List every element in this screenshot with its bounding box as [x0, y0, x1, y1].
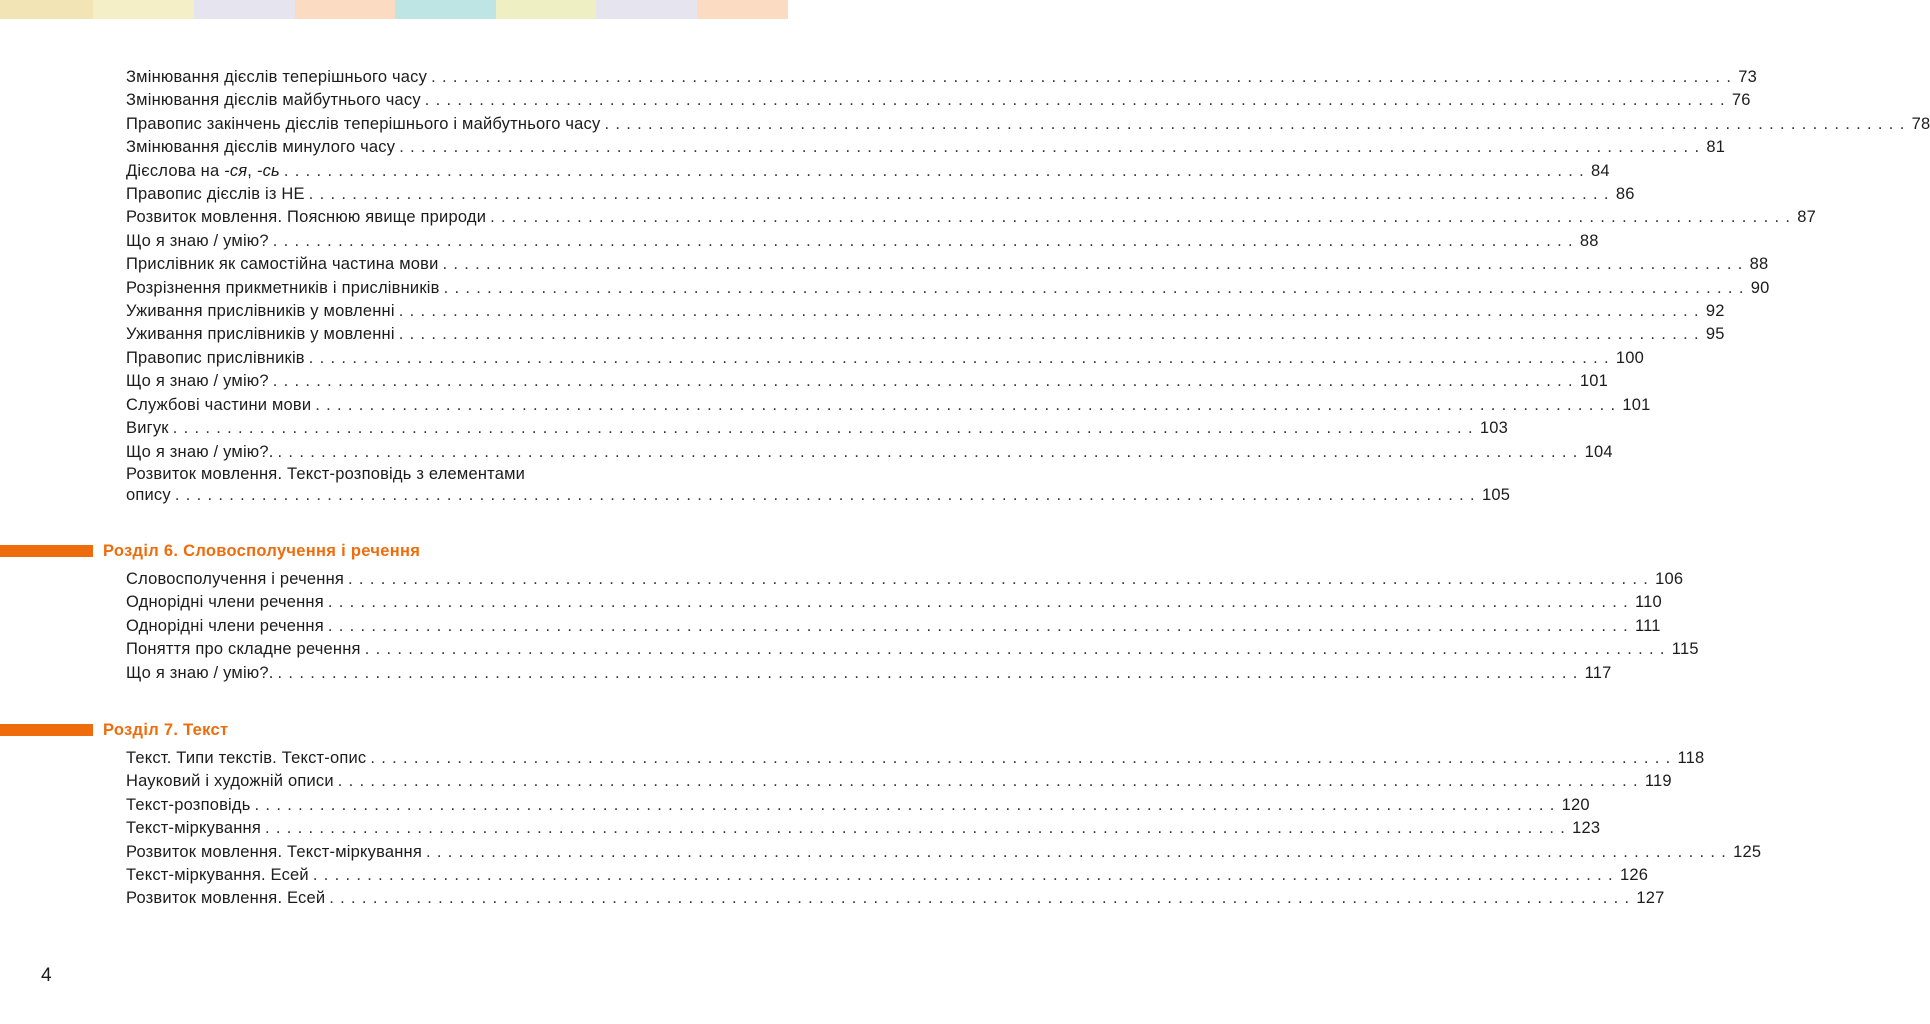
top-color-stripes — [0, 0, 788, 19]
toc-entry-title: Змінювання дієслів минулого часу — [126, 138, 396, 157]
toc-entry-title: Службові частини мови — [126, 395, 312, 414]
toc-entry[interactable] — [126, 300, 1725, 323]
suffix-s: -сь — [256, 161, 280, 180]
dot-leader: ........................................................................................................................ — [329, 889, 1636, 908]
dot-leader: ........................................................................................................................ — [174, 485, 1481, 504]
toc-entry-page: 115 — [1671, 640, 1699, 659]
toc-entry-title: Текст-міркування. Есей — [126, 866, 309, 885]
toc-entry[interactable] — [126, 770, 1672, 793]
toc-entry[interactable] — [126, 89, 1751, 112]
toc-entry-page: 120 — [1561, 795, 1590, 814]
section-7-title: Розділ 7. Текст — [103, 721, 229, 739]
toc-entry[interactable] — [126, 394, 1651, 417]
toc-entry-title: Однорідні члени речення — [126, 593, 324, 612]
toc-entry-page: 84 — [1591, 161, 1610, 180]
section-accent-bar — [0, 545, 93, 557]
stripe-5 — [395, 0, 496, 19]
toc-entry-page: 118 — [1677, 749, 1705, 767]
dot-leader: ........................................................................................................................ — [272, 231, 1579, 250]
dot-leader: ........................................................................................................................ — [272, 372, 1579, 391]
toc-entry-page: 110 — [1634, 593, 1662, 612]
toc-entry-two-line[interactable] — [126, 464, 1511, 506]
toc-entry-page: 104 — [1584, 442, 1613, 461]
toc-entry-title: Що я знаю / умію?. — [126, 663, 274, 682]
dot-leader: ........................................................................................................................ — [490, 208, 1797, 227]
toc-entry-title: Правопис прислівників — [126, 348, 305, 367]
dot-leader: ........................................................................................................................ — [399, 138, 1706, 157]
section-7-header[interactable] — [0, 719, 500, 741]
toc-entry-title: Змінювання дієслів теперішнього часу — [126, 68, 428, 86]
toc-entry-page: 78 — [1911, 114, 1930, 133]
toc-entry-title: Що я знаю / умію? — [126, 231, 269, 250]
toc-list-section-7 — [126, 747, 1762, 911]
toc-entry[interactable] — [126, 662, 1612, 685]
toc-entry[interactable] — [126, 794, 1590, 817]
toc-entry-title: Науковий і художній описи — [126, 772, 334, 791]
toc-entry-page: 90 — [1750, 278, 1770, 297]
toc-entry[interactable] — [126, 113, 1930, 136]
toc-entry[interactable] — [126, 615, 1661, 638]
dot-leader: ........................................................................................................................ — [431, 68, 1738, 86]
toc-entry-page: 125 — [1733, 842, 1762, 861]
toc-entry-title: Текст. Типи текстів. Текст-опис — [126, 749, 367, 767]
dot-leader: ........................................................................................................................ — [308, 348, 1615, 367]
toc-entry[interactable] — [126, 136, 1726, 159]
title-prefix: Дієслова на — [126, 161, 225, 180]
toc-entry-title: Уживання прислівників у мовленні — [126, 302, 395, 321]
toc-entry[interactable] — [126, 66, 1757, 89]
toc-entry-title: Змінювання дієслів майбутнього часу — [126, 91, 421, 110]
title-separator: , — [247, 161, 257, 180]
toc-entry-page: 88 — [1579, 231, 1599, 250]
toc-entry[interactable] — [126, 841, 1762, 864]
dot-leader: ........................................................................................................................ — [398, 325, 1705, 344]
stripe-2 — [93, 0, 194, 19]
toc-entry-page: 101 — [1622, 395, 1651, 414]
suffix-sia: -ся — [224, 161, 248, 180]
page-number: 4 — [41, 965, 52, 986]
toc-entry[interactable] — [126, 638, 1699, 661]
toc-entry-page: 81 — [1706, 138, 1726, 157]
toc-entry-title: Текст-розповідь — [126, 795, 251, 814]
toc-entry-page: 117 — [1584, 663, 1612, 682]
toc-entry-title: Розвиток мовлення. Есей — [126, 889, 326, 908]
toc-entry-title: Правопис закінчень дієслів теперішнього і майбутнього часу — [126, 114, 601, 133]
dot-leader: ........................................................................................................................ — [337, 772, 1644, 791]
toc-entry-title: Поняття про складне речення — [126, 640, 361, 659]
toc-list-part1 — [126, 66, 1930, 506]
stripe-8 — [697, 0, 788, 19]
toc-entry-page: 100 — [1615, 348, 1645, 367]
toc-entry-title: Що я знаю / умію? — [126, 372, 269, 391]
dot-leader: ........................................................................................................................ — [327, 593, 1634, 612]
section-6-header[interactable] — [0, 540, 500, 562]
toc-entry-title: Вигук — [126, 419, 169, 438]
toc-entry-page: 127 — [1636, 889, 1665, 908]
dot-leader: ........................................................................................................................ — [283, 161, 1591, 180]
toc-entry-page: 86 — [1615, 185, 1635, 204]
dot-leader: ........................................................................................................................ — [604, 114, 1911, 133]
toc-list-section-6 — [126, 568, 1699, 685]
section-accent-bar — [0, 724, 93, 736]
dot-leader: ........................................................................................................................ — [348, 570, 1655, 588]
section-6-title: Розділ 6. Словосполучення і речення — [103, 542, 421, 560]
toc-entry[interactable] — [126, 817, 1601, 840]
toc-entry[interactable] — [126, 253, 1769, 276]
toc-entry-page: 123 — [1572, 819, 1601, 838]
toc-entry-page: 105 — [1481, 485, 1511, 504]
dot-leader: ........................................................................................................................ — [370, 749, 1677, 767]
toc-entry-page: 106 — [1655, 570, 1684, 588]
stripe-1 — [0, 0, 93, 19]
dot-leader: ........................................................................................................................ — [398, 302, 1705, 321]
toc-entry[interactable] — [126, 747, 1705, 770]
toc-entry[interactable] — [126, 568, 1684, 591]
toc-entry-title: Розвиток мовлення. Текст-міркування — [126, 842, 422, 861]
toc-entry-page: 95 — [1705, 325, 1725, 344]
toc-entry[interactable] — [126, 347, 1645, 370]
toc-entry-title: Однорідні члени речення — [126, 616, 324, 635]
toc-entry[interactable] — [126, 887, 1665, 910]
toc-entry-page: 88 — [1749, 255, 1769, 274]
toc-entry-title: Що я знаю / умію?. — [126, 442, 274, 461]
stripe-3 — [194, 0, 295, 19]
toc-entry-title: Словосполучення і речення — [126, 570, 345, 588]
dot-leader: ........................................................................................................................ — [265, 819, 1572, 838]
dot-leader: ........................................................................................................................ — [254, 795, 1561, 814]
toc-entry-page: 119 — [1644, 772, 1672, 791]
toc-entry[interactable] — [126, 206, 1816, 229]
toc-entry[interactable] — [126, 230, 1599, 253]
toc-entry-title: Розрізнення прикметників і прислівників — [126, 278, 440, 297]
dot-leader: ........................................................................................................................ — [277, 663, 1584, 682]
toc-entry-title: Розвиток мовлення. Пояснюю явище природи — [126, 208, 487, 227]
toc-entry[interactable] — [126, 183, 1635, 206]
toc-entry-page: 101 — [1579, 372, 1609, 391]
toc-entry[interactable] — [126, 277, 1770, 300]
toc-entry-title: Прислівник як самостійна частина мови — [126, 255, 439, 274]
toc-entry-page: 111 — [1634, 616, 1661, 635]
dot-leader: ........................................................................................................................ — [277, 442, 1584, 461]
dot-leader: ........................................................................................................................ — [442, 255, 1749, 274]
toc-entry-page: 126 — [1619, 866, 1649, 885]
toc-entry[interactable] — [126, 591, 1662, 614]
toc-entry-title: Текст-міркування — [126, 819, 261, 838]
dot-leader: ........................................................................................................................ — [172, 419, 1479, 438]
stripe-6 — [496, 0, 596, 19]
toc-entry-page: 103 — [1479, 419, 1508, 438]
toc-entry-title: Уживання прислівників у мовленні — [126, 325, 395, 344]
toc-entry-title-line2: опису — [126, 485, 171, 504]
dot-leader: ........................................................................................................................ — [443, 278, 1750, 297]
toc-entry-page: 76 — [1731, 91, 1751, 110]
toc-entry-page: 73 — [1738, 68, 1757, 86]
toc-entry-page: 92 — [1705, 302, 1725, 321]
toc-entry-title-line1: Розвиток мовлення. Текст-розповідь з елементами — [126, 464, 526, 483]
dot-leader: ........................................................................................................................ — [327, 616, 1634, 635]
dot-leader: ........................................................................................................................ — [426, 842, 1733, 861]
dot-leader: ........................................................................................................................ — [308, 185, 1615, 204]
dot-leader: ........................................................................................................................ — [364, 640, 1671, 659]
toc-entry-title: Правопис дієслів із НЕ — [126, 185, 305, 204]
toc-entry[interactable] — [126, 323, 1725, 346]
dot-leader: ........................................................................................................................ — [315, 395, 1622, 414]
toc-entry-page: 87 — [1797, 208, 1816, 227]
toc-entry-title — [126, 160, 280, 183]
stripe-4 — [295, 0, 395, 19]
toc-entry[interactable] — [126, 370, 1609, 393]
dot-leader: ........................................................................................................................ — [424, 91, 1731, 110]
toc-entry[interactable] — [126, 864, 1649, 887]
dot-leader: ........................................................................................................................ — [312, 866, 1619, 885]
toc-entry[interactable] — [126, 441, 1613, 464]
stripe-7 — [596, 0, 697, 19]
toc-entry[interactable] — [126, 417, 1508, 440]
toc-entry[interactable] — [126, 160, 1610, 183]
